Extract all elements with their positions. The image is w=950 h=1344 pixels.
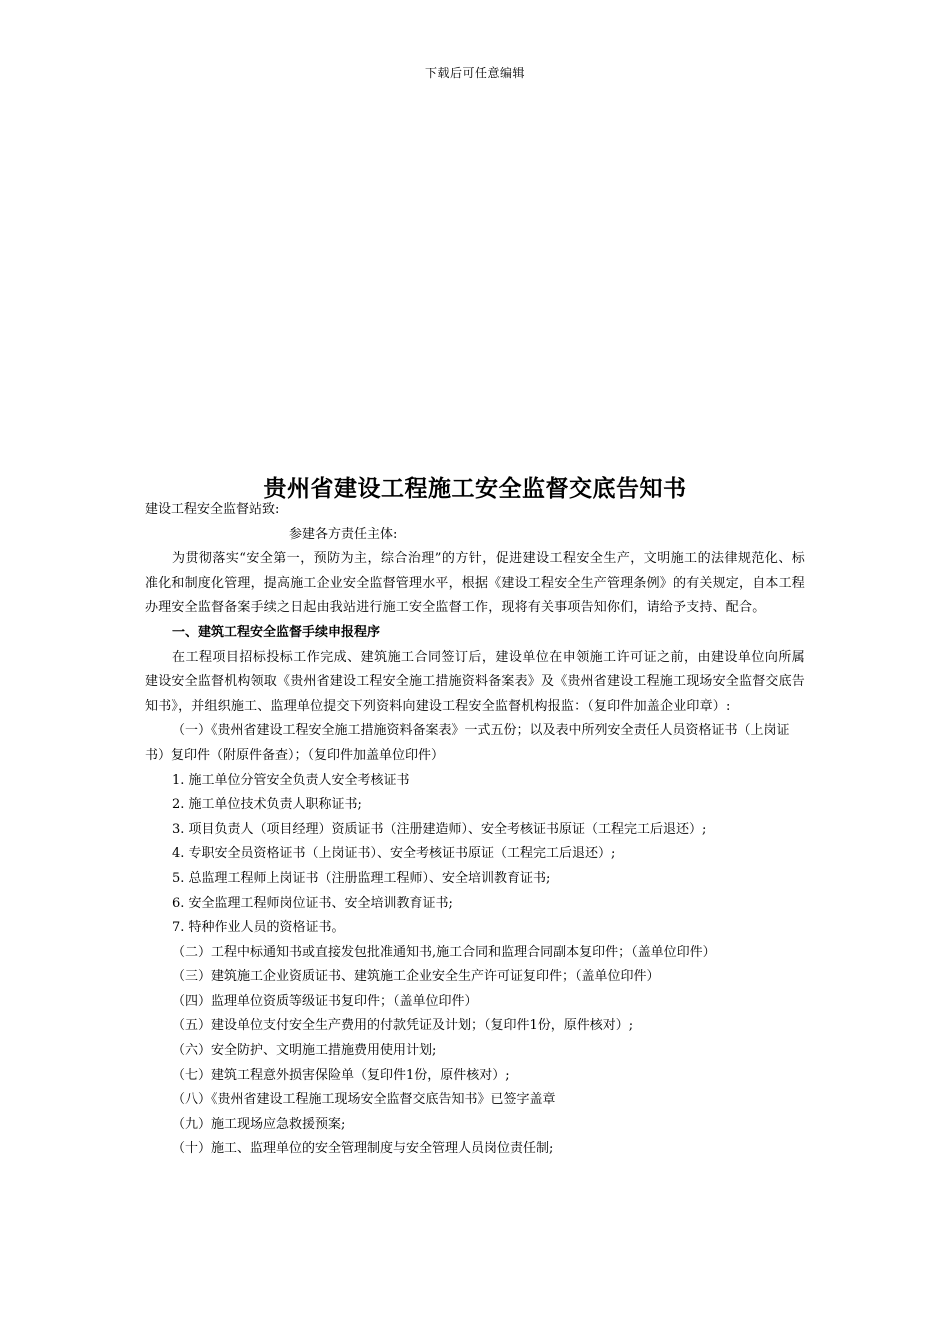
sub-item: 4. 专职安全员资格证书（上岗证书）、安全考核证书原证（工程完工后退还）; — [172, 846, 616, 862]
section-heading-1: 一、建筑工程安全监督手续申报程序 — [172, 624, 381, 640]
list-item: （四）监理单位资质等级证书复印件；（盖单位印件） — [172, 993, 478, 1009]
sub-item: 1. 施工单位分管安全负责人安全考核证书 — [172, 772, 410, 788]
recipients: 参建各方责任主体: — [289, 526, 398, 542]
list-item: （六）安全防护、文明施工措施费用使用计划; — [172, 1043, 437, 1059]
list-item: （九）施工现场应急救援预案; — [172, 1116, 346, 1132]
sub-item: 6. 安全监理工程师岗位证书、安全培训教育证书; — [172, 895, 453, 911]
list-item: （八）《贵州省建设工程施工现场安全监督交底告知书》已签字盖章 — [172, 1092, 556, 1108]
section-1-paragraph: 在工程项目招标投标工作完成、建筑施工合同签订后，建设单位在申领施工许可证之前，由建设单位向所属建设安全监督机构领取《贵州省建设工程安全施工措施资料备案表》及《贵州省建设工程施工现场安全监督交底告知书》，并组织施工、监理单位提交下列资料向建设工程安全监督机构报监：（复印件加盖企业印章）: — [145, 649, 806, 714]
list-item: （十）施工、监理单位的安全管理制度与安全管理人员岗位责任制; — [172, 1141, 554, 1157]
list-item: （三）建筑施工企业资质证书、建筑施工企业安全生产许可证复印件；（盖单位印件） — [172, 969, 660, 985]
sub-item: 3. 项目负责人（项目经理）资质证书（注册建造师）、安全考核证书原证（工程完工后退还）; — [172, 821, 707, 837]
list-item: （七）建筑工程意外损害保险单（复印件1份，原件核对）; — [172, 1067, 510, 1083]
list-item: （二）工程中标通知书或直接发包批准通知书,施工合同和监理合同副本复印件；（盖单位印件） — [172, 944, 716, 960]
sub-item: 7. 特种作业人员的资格证书。 — [172, 920, 345, 936]
sub-item: 5. 总监理工程师上岗证书（注册监理工程师）、安全培训教育证书; — [172, 870, 551, 886]
list-item: （五）建设单位支付安全生产费用的付款凭证及计划；（复印件1份，原件核对）; — [172, 1018, 634, 1034]
sub-item: 2. 施工单位技术负责人职称证书; — [172, 797, 362, 813]
intro-paragraph: 为贯彻落实“安全第一，预防为主，综合治理”的方针，促进建设工程安全生产，文明施工的法律规范化、标准化和制度化管理，提高施工企业安全监督管理水平，根据《建设工程安全生产管理条例》的有关规定，自本工程办理安全监督备案手续之日起由我站进行施工安全监督工作，现将有关事项告知你们，请给予支持、配合。 — [145, 551, 806, 616]
list-item-1: （一）《贵州省建设工程安全施工措施资料备案表》一式五份；以及表中所列安全责任人员资格证书（上岗证书）复印件（附原件备查）；（复印件加盖单位印件） — [145, 723, 790, 763]
document-body — [145, 498, 805, 1162]
salutation: 建设工程安全监督站致: — [145, 502, 280, 517]
page-header: 下载后可任意编辑 — [424, 66, 525, 80]
document-title: 贵州省建设工程施工安全监督交底告知书 — [263, 475, 687, 502]
